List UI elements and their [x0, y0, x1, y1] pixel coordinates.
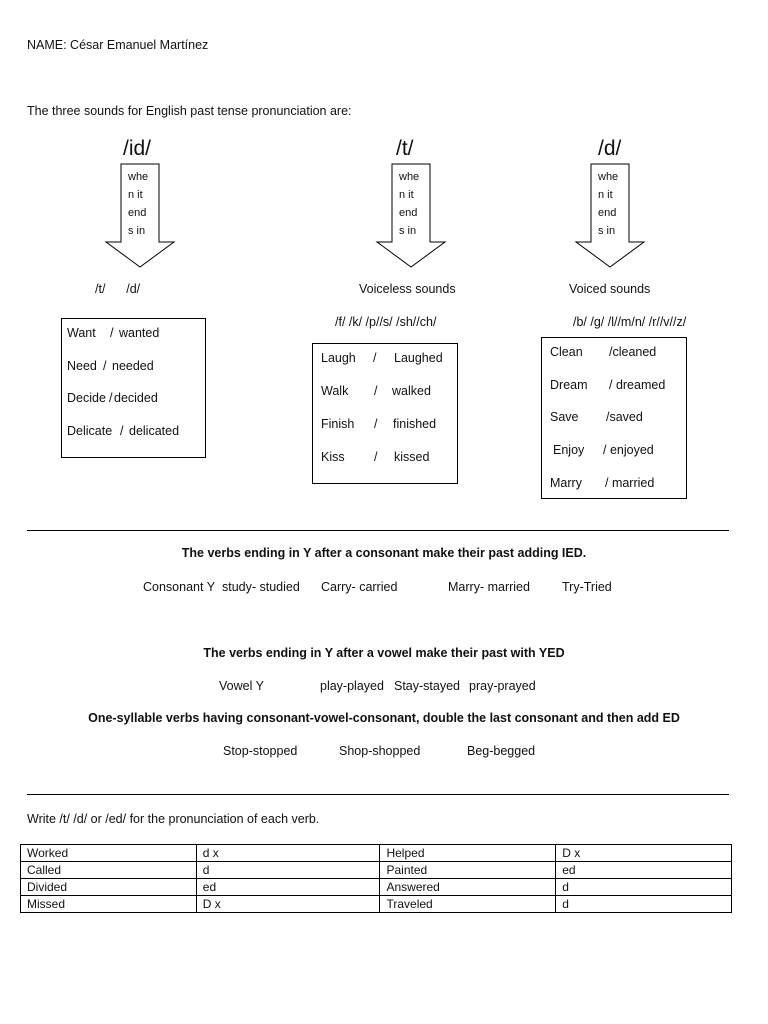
arrow-text-t: [399, 168, 419, 240]
verb-base: Kiss: [321, 450, 345, 464]
verb-sep: /: [374, 450, 378, 464]
condition-id: /t/ /d/: [95, 282, 141, 296]
verb-cell: Answered: [380, 879, 556, 896]
verb-cell: Missed: [21, 896, 197, 913]
arrow-text-d: [598, 168, 618, 240]
verb-past: wanted: [119, 326, 160, 340]
phonemes-t: /f/ /k/ /p//s/ /sh//ch/: [335, 315, 437, 329]
verb-cell: Painted: [380, 862, 556, 879]
sound-heading-id: /id/: [123, 137, 152, 160]
verb-base: Laugh: [321, 351, 356, 365]
example: Try-Tried: [562, 580, 612, 594]
arrow-text-line: s in: [399, 225, 417, 237]
verb-past: Laughed: [394, 351, 443, 365]
example: study- studied: [222, 580, 300, 594]
table-row: [21, 845, 732, 862]
verb-base: Save: [550, 410, 579, 424]
answer-cell[interactable]: D x: [196, 896, 380, 913]
table-row: [21, 862, 732, 879]
example: Shop-shopped: [339, 744, 421, 758]
arrow-text-line: n it: [598, 189, 613, 201]
verb-base: Marry: [550, 476, 582, 490]
arrow-text-line: whe: [128, 171, 149, 183]
rule-vowel-y-title: The verbs ending in Y after a vowel make their past with YED: [203, 646, 565, 660]
verb-base: Walk: [321, 384, 349, 398]
word-box-id: [61, 318, 206, 458]
divider: [27, 794, 729, 795]
verb-past: /saved: [606, 410, 643, 424]
verb-past: finished: [393, 417, 437, 431]
answer-cell[interactable]: d: [556, 896, 732, 913]
verb-sep: /: [110, 326, 114, 340]
verb-base: Finish: [321, 417, 355, 431]
arrow-text-line: end: [128, 207, 147, 219]
verb-past: walked: [392, 384, 431, 398]
answer-cell[interactable]: d: [196, 862, 380, 879]
verb-base: Delicate: [67, 424, 113, 438]
verb-sep: /: [120, 424, 124, 438]
verb-past: needed: [112, 359, 154, 373]
verb-cell: Helped: [380, 845, 556, 862]
arrow-text-line: whe: [399, 171, 420, 183]
verb-base: Dream: [550, 378, 588, 392]
table-row: [21, 896, 732, 913]
verb-cell: Divided: [21, 879, 197, 896]
answer-cell[interactable]: d x: [196, 845, 380, 862]
verb-base: Enjoy: [553, 443, 585, 457]
arrow-text-line: end: [598, 207, 617, 219]
verb-cell: Worked: [21, 845, 197, 862]
arrow-text-line: n it: [128, 189, 143, 201]
arrow-text-line: s in: [598, 225, 616, 237]
verb-past: kissed: [394, 450, 430, 464]
sound-heading-d: /d/: [598, 137, 622, 160]
table-row: [21, 879, 732, 896]
arrow-text-line: end: [399, 207, 418, 219]
verb-past: / enjoyed: [603, 443, 654, 457]
example: pray-prayed: [469, 679, 536, 693]
sound-heading-t: /t/: [396, 137, 414, 160]
pronunciation-table: [20, 844, 732, 913]
verb-past: /cleaned: [609, 345, 657, 359]
condition-t: Voiceless sounds: [359, 282, 456, 296]
example: Marry- married: [448, 580, 530, 594]
rule-label: Vowel Y: [219, 679, 264, 693]
arrow-text-line: s in: [128, 225, 146, 237]
phonemes-d: /b/ /g/ /l//m/n/ /r//v//z/: [573, 315, 687, 329]
example: play-played: [320, 679, 384, 693]
verb-past: delicated: [129, 424, 180, 438]
verb-sep: /: [374, 384, 378, 398]
example: Beg-begged: [467, 744, 536, 758]
example: Stop-stopped: [223, 744, 298, 758]
verb-base: Clean: [550, 345, 583, 359]
verb-base: Need: [67, 359, 97, 373]
answer-cell[interactable]: ed: [196, 879, 380, 896]
arrow-text-line: whe: [598, 171, 619, 183]
answer-cell[interactable]: D x: [556, 845, 732, 862]
verb-sep: /: [109, 391, 113, 405]
rule-label: Consonant Y: [143, 580, 216, 594]
condition-d: Voiced sounds: [569, 282, 651, 296]
intro-text: The three sounds for English past tense pronunciation are:: [27, 104, 352, 118]
word-box-t: [312, 343, 458, 484]
verb-sep: /: [374, 417, 378, 431]
rule-consonant-y-title: The verbs ending in Y after a consonant make their past adding IED.: [181, 546, 587, 560]
answer-cell[interactable]: ed: [556, 862, 732, 879]
word-box-d: [541, 337, 687, 499]
divider: [27, 530, 729, 531]
example: Stay-stayed: [394, 679, 461, 693]
verb-base: Decide: [67, 391, 106, 405]
arrow-text-line: n it: [399, 189, 414, 201]
verb-cell: Traveled: [380, 896, 556, 913]
verb-past: / dreamed: [609, 378, 666, 392]
verb-base: Want: [67, 326, 96, 340]
exercise-instruction: Write /t/ /d/ or /ed/ for the pronunciation of each verb.: [27, 812, 320, 826]
example: Carry- carried: [321, 580, 398, 594]
verb-sep: /: [373, 351, 377, 365]
answer-cell[interactable]: d: [556, 879, 732, 896]
verb-past: / married: [605, 476, 655, 490]
arrow-text-id: [128, 168, 148, 240]
verb-cell: Called: [21, 862, 197, 879]
rule-cvc-title: One-syllable verbs having consonant-vowel-consonant, double the last consonant and then add ED: [88, 711, 680, 725]
verb-past: decided: [114, 391, 158, 405]
verb-sep: /: [103, 359, 107, 373]
student-name: NAME: César Emanuel Martínez: [27, 38, 209, 52]
